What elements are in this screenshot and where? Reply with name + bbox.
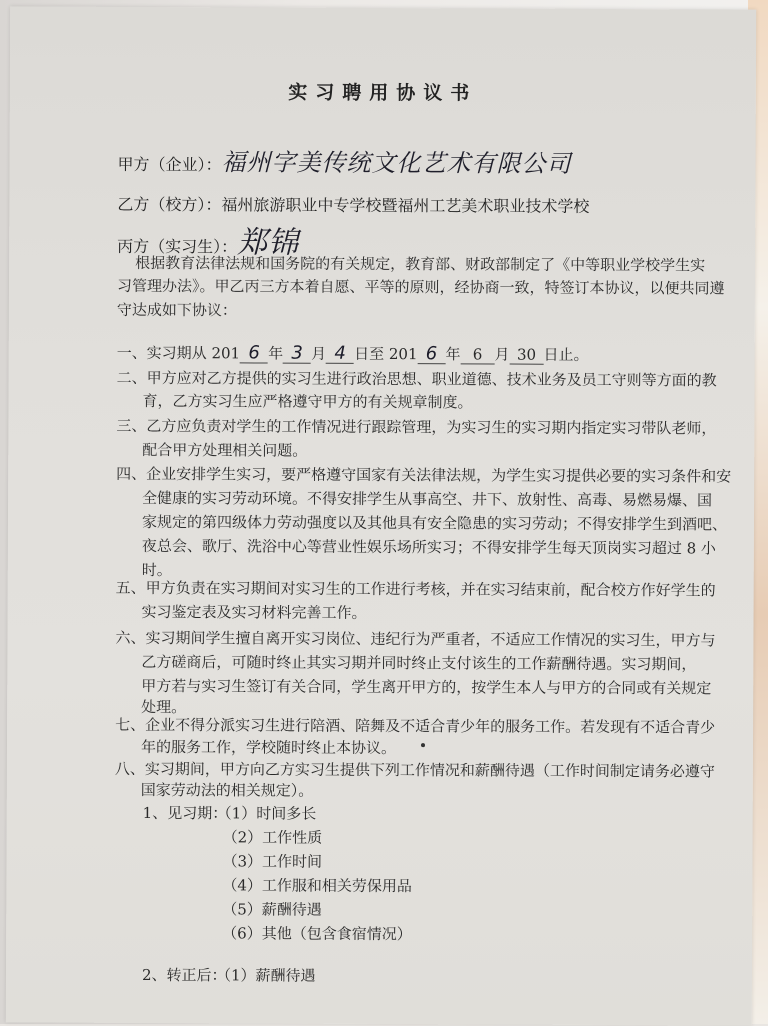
probation-label: 1、见习期：: [142, 803, 228, 823]
clause-1-prefix: 一、实习期从 201: [116, 343, 241, 363]
clause-4-line-4: 夜总会、歌厅、洗浴中心等营业性娱乐场所实习；不得安排学生每天顶岗实习超过 8 小: [141, 536, 716, 558]
party-b-value: 福州旅游职业中专学校暨福州工艺美术职业技术学校: [221, 195, 590, 216]
clause-1: [117, 343, 589, 366]
clause-4-line-2: 全健康的实习劳动环境。不得安排学生从事高空、井下、放射性、高毒、易燃易爆、国: [142, 488, 713, 510]
clause-6-line-2: 乙方磋商后，可随时终止其实习期并同时终止支付该生的工作薪酬待遇。实习期间，: [141, 652, 697, 674]
party-a-label: 甲方（企业）：: [117, 154, 222, 175]
clause-2-line-2: 育，乙方实习生应严格遵守甲方的有关规章制度。: [142, 391, 473, 412]
clause-8-line-2: 国家劳动法的相关规定）。: [140, 780, 314, 800]
clause-1-text-2: 月: [311, 344, 327, 363]
clause-6-line-4: 处理。: [141, 697, 187, 717]
probation-item-1: （1）时间多长: [216, 804, 317, 823]
clause-8-line-1: 八、实习期间，甲方向乙方实习生提供下列工作情况和薪酬待遇（工作时间制定请务必遵守: [114, 759, 715, 781]
clause-4-line-5: 时。: [141, 560, 172, 580]
clause-4-line-1: 四、企业安排学生实习，要严格遵守国家有关法律法规，为学生实习提供必要的实习条件和安: [116, 464, 732, 486]
clause-5-line-2: 实习鉴定表及实习材料完善工作。: [141, 602, 367, 622]
clause-1-text-5: 月: [494, 345, 510, 364]
clause-1-text-1: 年: [268, 344, 284, 363]
intro-line-3: 守达成如下协议：: [116, 300, 237, 320]
start-day-fill: 4: [326, 345, 354, 364]
clause-7-line-1: 七、企业不得分派实习生进行陪酒、陪舞及不适合青少年的服务工作。若发现有不适合青少: [115, 715, 716, 737]
probation-item-3: （3）工作时间: [222, 852, 323, 871]
end-day-fill: 30: [510, 346, 544, 365]
party-b-label: 乙方（校方）：: [117, 194, 222, 215]
regular-item-1: （1）薪酬待遇: [215, 966, 316, 985]
probation-item-5: （5）薪酬待遇: [222, 900, 322, 919]
party-a-handwritten-name: 福州字美传统文化艺术有限公司: [221, 148, 572, 178]
clause-6-line-3: 甲方若与实习生签订有关合同，学生离开甲方的，按学生本人与甲方的合同或有关规定: [141, 676, 712, 698]
agreement-paper: [6, 6, 756, 1025]
regular-label: 2、转正后：: [141, 965, 227, 985]
party-c-handwritten-name: 郑锦: [237, 225, 300, 261]
intro-line-1: 根据教育法律法规和国务院的有关规定，教育部、财政部制定了《中等职业学校学生实: [135, 253, 706, 275]
probation-item-2: （2）工作性质: [222, 828, 323, 847]
clause-6-line-1: 六、实习期间学生擅自离开实习岗位、违纪行为严重者，不适应工作情况的实习生，甲方与: [115, 628, 716, 650]
agreement-document: [6, 6, 756, 1025]
party-c-label: 丙方（实习生）：: [117, 236, 238, 257]
probation-item-4: （4）工作服和相关劳保用品: [222, 876, 412, 896]
document-title: 实习聘用协议书: [288, 81, 478, 105]
party-a-line: [117, 148, 572, 178]
clause-4-line-3: 家规定的第四级体力劳动强度以及其他具有安全隐患的实习劳动；不得安排学生到酒吧、: [141, 512, 728, 534]
clause-3-line-1: 三、乙方应负责对学生的工作情况进行跟踪管理，为实习生的实习期内指定实习带队老师，: [116, 416, 717, 438]
clause-1-text-6: 日止。: [543, 345, 589, 364]
end-year-fill: 6: [418, 345, 446, 364]
probation-item-6: （6）其他（包含食宿情况）: [222, 924, 412, 944]
start-year-fill: 6: [240, 344, 268, 363]
ink-dot: [421, 743, 425, 747]
party-b-line: [117, 195, 589, 217]
clause-5-line-1: 五、甲方负责在实习期间对实习生的工作进行考核，并在实习结束前，配合校方作好学生的: [115, 578, 716, 600]
clause-3-line-2: 配合甲方处理相关问题。: [142, 440, 308, 460]
clause-1-text-3: 日至 201: [354, 344, 418, 364]
clause-7-line-2: 年的服务工作，学校随时终止本协议。: [140, 737, 397, 758]
intro-line-2: 习管理办法》。甲乙丙三方本着自愿、平等的原则，经协商一致，特签订本协议，以便共同遵: [116, 276, 725, 298]
start-month-fill: 3: [283, 345, 311, 364]
clause-2-line-1: 二、甲方应对乙方提供的实习生进行政治思想、职业道德、技术业务及员工守则等方面的教: [116, 368, 717, 390]
end-month-fill: 6: [461, 345, 495, 364]
clause-1-text-4: 年: [445, 345, 461, 364]
